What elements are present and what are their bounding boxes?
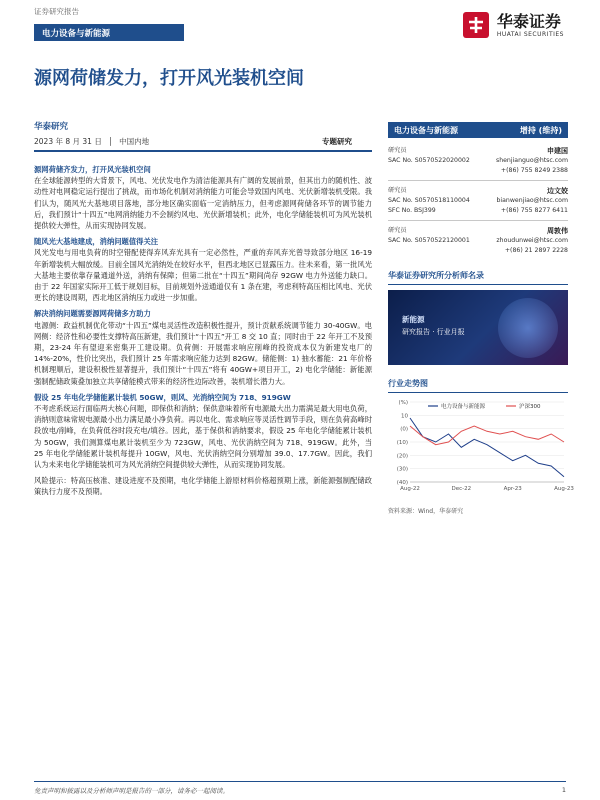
analyst-phone: +(86) 755 8249 2388 <box>500 167 568 174</box>
main-body <box>34 160 372 503</box>
industry-trend-chart <box>388 396 574 496</box>
report-region: 中国内地 <box>119 137 150 146</box>
y-tick-label: (20) <box>396 453 408 460</box>
analyst-sfc: SFC No. BSJ399 <box>388 207 436 214</box>
promo-line-1: 新能源 <box>402 315 425 324</box>
dateline <box>34 136 153 147</box>
chart-source: 资料来源：Wind，华泰研究 <box>388 508 464 515</box>
analyst-divider <box>388 220 568 221</box>
risk-warning: 风险提示：特高压核准、建设进度不及预期，电化学储能上游原材料价格超预期上涨，新能源强制配储政策执行力度不及预期。 <box>34 476 372 497</box>
analyst-phone: +(86) 755 8277 6411 <box>500 207 568 214</box>
y-tick-label: (40) <box>396 480 408 486</box>
section-heading-3: 解决消纳问题需要源网荷储多方助力 <box>34 309 151 319</box>
legend-label: 电力设备与新能源 <box>441 404 486 410</box>
y-tick-label: (10) <box>396 440 408 446</box>
section-text-1: 在全球能源转型的大背景下，风电、光伏发电作为清洁能源具有广阔的发展前景，但其出力的随机性、波动性对电网稳定运行提出了挑战，而市场化机制对消纳能力可能会导致国内风电、光伏新增装机受限。我们认为，随风光大基地项目落地，部分地区确实面临一定消纳压力，但考虑源网荷储各环节的调节能力后，我们预计“十四五”电网消纳能力不会制约风电、光伏新增装机；此外，电化学储能装机可为风光装机提供较大弹性，从而实现协同发展。 <box>34 176 372 231</box>
analyst-sac: SAC No. S0570522120001 <box>388 237 470 244</box>
section-tag: 电力设备与新能源 <box>34 24 184 41</box>
section-text-4: 不考虑系统运行面临两大核心问题，即保供和消纳；保供意味着所有电源最大出力需满足最大用电负荷，消纳则意味常规电源最小出力满足最小净负荷。再以电化、需求响应等灵活性调节手段，则在负荷高峰时段放电/削峰，在负荷低谷时段充电/填谷。因此，基于保供和消纳要求，假设 25 年电化学储能累计装机为 50GW，我们测算煤电累计装机至少为 723GW，风电、光伏消纳空间为 718、919GW。此外，当 25 年电化学储能累计装机每提升 10GW，风电、光伏消纳空间分别增加 39.0、17.7GW。因此，我们认为未来电化学储能装机可为风光消纳空间提供较大弹性，从而实现协同发展。 <box>34 404 372 470</box>
section-heading-2: 随风光大基地建成，消纳问题值得关注 <box>34 237 159 247</box>
byline: 华泰研究 <box>34 122 69 132</box>
section-heading-4: 假设 25 年电化学储能累计装机 50GW，则风、光消纳空间为 718、919GW <box>34 392 291 402</box>
logo <box>461 10 564 40</box>
header-rule <box>34 150 372 152</box>
promo-banner[interactable] <box>388 290 568 365</box>
analyst-email[interactable]: shenjianguo@htsc.com <box>495 157 568 164</box>
x-tick-label: Aug-23 <box>554 486 574 492</box>
analyst-card <box>388 186 568 216</box>
doc-type-label: 证券研究报告 <box>34 7 79 16</box>
report-date: 2023 年 8 月 31 日 <box>34 137 102 146</box>
analyst-sac: SAC No. S0570522020002 <box>388 157 470 164</box>
analyst-phone: +(86) 21 2897 2228 <box>504 247 568 254</box>
analyst-role: 研究员 <box>388 187 407 194</box>
series-line <box>410 418 564 477</box>
section-text-2: 风光发电与用电负荷的时空错配使得弃风弃光具有一定必然性，严重的弃风弃光曾导致部分地区 16-19 年新增装机大幅放缓。目前全国风光消纳处在较好水平，但西北地区已显露压力。往未来看，第一批风光大基地主要依靠存量通道外送，消纳有保障；但第二批在“十四五”期间尚存 92GW 电力外送能力缺口。由于 22 年国家实际开工低于规划目标，目前规划外送通道仅有 1 条在建，考虑利特高压相比风电、光伏更长的建设周期，西北地区消纳压力或进一步加重。 <box>34 248 372 303</box>
promo-heading: 华泰证券研究所分析师名录 <box>388 270 568 285</box>
y-tick-label: 10 <box>401 413 408 420</box>
legend-label: 沪深300 <box>519 404 541 410</box>
report-title: 源网荷储发力，打开风光装机空间 <box>34 68 304 89</box>
analyst-role: 研究员 <box>388 227 407 234</box>
rating-sector: 电力设备与新能源 <box>394 126 458 135</box>
analyst-sac: SAC No. S0570518110004 <box>388 197 470 204</box>
huatai-logo-icon <box>461 10 491 40</box>
y-tick-label: (%) <box>398 400 408 406</box>
x-tick-label: Apr-23 <box>503 486 522 492</box>
chart-heading: 行业走势图 <box>388 378 568 393</box>
page-number: 1 <box>561 786 566 794</box>
analyst-name: 边文姣 <box>547 187 568 195</box>
y-tick-label: (0) <box>400 426 408 433</box>
rating-bar <box>388 122 568 138</box>
analyst-email[interactable]: bianwenjiao@htsc.com <box>496 197 568 204</box>
promo-glow-decoration <box>498 298 558 358</box>
analyst-card <box>388 226 568 256</box>
footer-disclaimer: 免责声明和披露以及分析师声明是报告的一部分，请务必一起阅读。 <box>34 787 229 795</box>
x-tick-label: Dec-22 <box>451 486 472 492</box>
analyst-card <box>388 146 568 176</box>
section-text-3: 电源侧：政益机制优化带动“十四五”煤电灵活性改造积极性提升，预计贡献系统调节能力 30-40GW。电网侧：经济性和必要性支撑特高压新建，我们预计“十四五”开工 8 交 10 直；同时由于 22 年开工不及预期，23-24 年有望迎来密集开工建设期。负荷侧：开展需求响应削峰的投资成本仅为新建发电厂的 14%-20%，性价比突出，我们预计 25 年需求响应能力达到 82GW。储能侧：1) 抽水蓄能：21 年价格机制理顺后，建设积极性显著提升，我们预计“十四五”将有 40GW+项目开工，2) 电化学储能：新能源强制配储政策叠加独立共享储能模式带来的经济性边际改善，装机增长潜力大。 <box>34 320 372 386</box>
analyst-name: 申建国 <box>547 147 568 155</box>
promo-line-2: 研究报告 · 行业月报 <box>402 328 465 336</box>
logo-text-en: HUATAI SECURITIES <box>496 30 564 38</box>
x-tick-label: Aug-22 <box>400 486 420 492</box>
report-type: 专题研究 <box>322 137 352 146</box>
y-tick-label: (30) <box>396 466 408 473</box>
analyst-role: 研究员 <box>388 147 407 154</box>
analyst-name: 周敦伟 <box>547 227 568 235</box>
footer-rule <box>34 781 566 782</box>
rating-value: 增持 (维持) <box>519 126 562 135</box>
analyst-divider <box>388 180 568 181</box>
section-heading-1: 源网荷储齐发力，打开风光装机空间 <box>34 165 151 174</box>
dateline-separator: │ <box>108 137 113 146</box>
logo-text-cn: 华泰证券 <box>496 11 561 31</box>
analyst-email[interactable]: zhoudunwei@htsc.com <box>496 237 568 244</box>
